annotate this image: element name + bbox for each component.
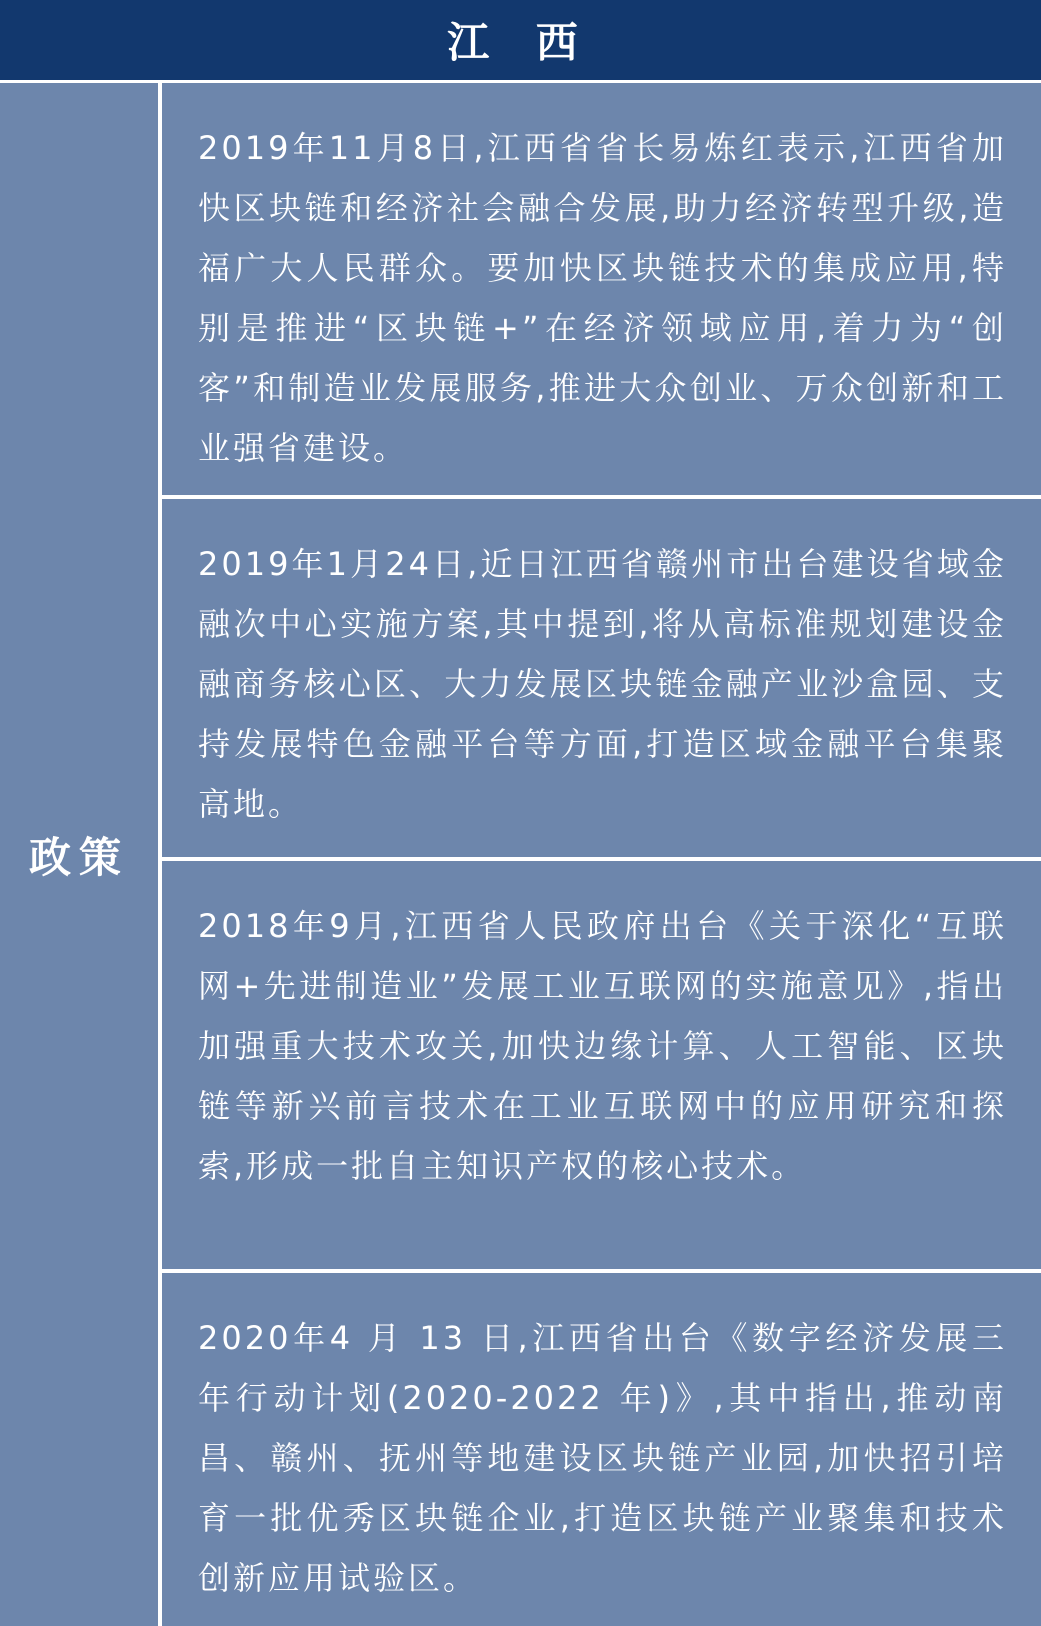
policy-item-text: 2019年11月8日,江西省省长易炼红表示,江西省加快区块链和经济社会融合发展,助力经济转型升级,造福广大人民群众。要加快区块链技术的集成应用,特别是推进“区块链+”在经济领域应用,着力为“创客”和制造业发展服务,推进大众创业、万众创新和工业强省建设。 bbox=[198, 129, 1007, 467]
policy-item-text: 2020年4 月 13 日,江西省出台《数字经济发展三年行动计划(2020-2022 年)》,其中指出,推动南昌、赣州、抚州等地建设区块链产业园,加快招引培育一批优秀区块链企业,打造区块链产业聚集和技术创新应用试验区。 bbox=[198, 1319, 1007, 1597]
row-label-cell bbox=[0, 83, 158, 1626]
policy-item-text: 2019年1月24日,近日江西省赣州市出台建设省域金融次中心实施方案,其中提到,将从高标准规划建设金融商务核心区、大力发展区块链金融产业沙盒园、支持发展特色金融平台等方面,打造区域金融平台集聚高地。 bbox=[198, 545, 1007, 823]
policy-item-cell bbox=[162, 861, 1041, 1269]
table-header-title: 江 西 bbox=[0, 0, 1041, 80]
policy-item-text: 2018年9月,江西省人民政府出台《关于深化“互联网+先进制造业”发展工业互联网的实施意见》,指出加强重大技术攻关,加快边缘计算、人工智能、区块链等新兴前言技术在工业互联网中的应用研究和探索,形成一批自主知识产权的核心技术。 bbox=[198, 907, 1007, 1185]
policy-item-cell bbox=[162, 1273, 1041, 1626]
row-label-policy: 政策 bbox=[28, 832, 129, 882]
policy-item-cell bbox=[162, 83, 1041, 495]
policy-item-cell bbox=[162, 499, 1041, 857]
